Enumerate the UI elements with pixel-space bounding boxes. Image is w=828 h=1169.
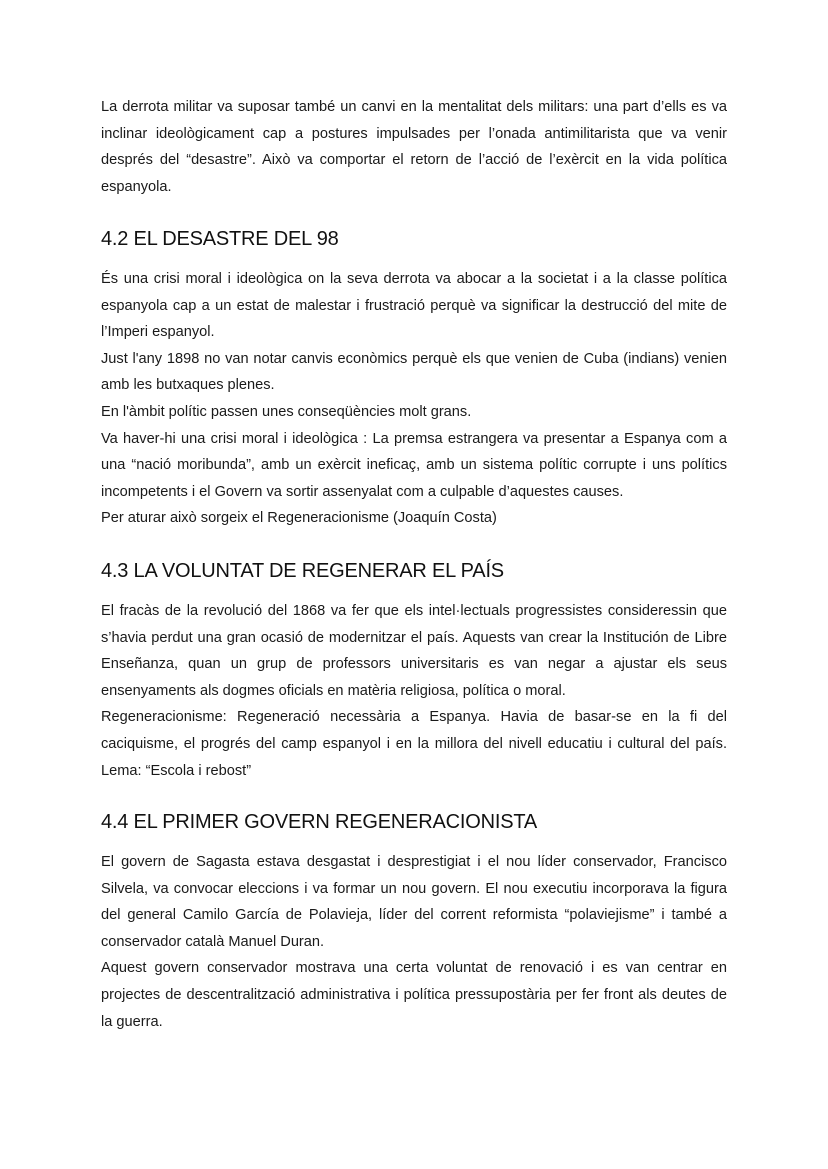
paragraph: Just l'any 1898 no van notar canvis econòmics perquè els que venien de Cuba (indians) venien amb les butxaques plenes.	[101, 350, 727, 394]
section-4-2	[101, 228, 727, 251]
section-4-4	[101, 811, 727, 834]
intro-section	[101, 94, 727, 200]
paragraph: El fracàs de la revolució del 1868 va fer que els intel·lectuals progressistes consideressin que s’havia perdut una gran ocasió de modernitzar el país. Aquests van crear la Institución de Libre Enseñanza, quan un grup de professors universitaris es van negar a ajustar els seus ensenyaments als dogmes oficials en matèria religiosa, política o moral.	[101, 603, 727, 699]
paragraph: Regeneracionisme: Regeneració necessària a Espanya. Havia de basar-se en la fi del caciquisme, el progrés del camp espanyol i en la millora del nivell educatiu i cultural del país. Lema: “Escola i rebost”	[101, 709, 727, 779]
section-4-4-body	[101, 849, 727, 1035]
paragraph: La derrota militar va suposar també un canvi en la mentalitat dels militars: una part d’ells es va inclinar ideològicament cap a postures impulsades per l’onada antimilitarista que va venir després del “desastre”. Això va comportar el retorn de l’acció de l’exèrcit en la vida política espanyola.	[101, 99, 727, 195]
section-4-3-body	[101, 598, 727, 784]
paragraph: El govern de Sagasta estava desgastat i desprestigiat i el nou líder conservador, Francisco Silvela, va convocar eleccions i va formar un nou govern. El nou executiu incorporava la figura del general Camilo García de Polavieja, líder del corrent reformista “polaviejisme” i també a conservador català Manuel Duran.	[101, 854, 727, 950]
paragraph: Aquest govern conservador mostrava una certa voluntat de renovació i es van centrar en projectes de descentralització administrativa i política pressupostària per fer front als deutes de la guerra.	[101, 960, 727, 1030]
section-heading: 4.3 LA VOLUNTAT DE REGENERAR EL PAÍS	[101, 560, 504, 582]
paragraph: És una crisi moral i ideològica on la seva derrota va abocar a la societat i a la classe política espanyola cap a un estat de malestar i frustració perquè va significar la destrucció del mite de l’Imperi espanyol.	[101, 271, 727, 341]
section-4-2-body	[101, 266, 727, 532]
paragraph: Va haver-hi una crisi moral i ideològica : La premsa estrangera va presentar a Espanya com a una “nació moribunda”, amb un exèrcit ineficaç, amb un sistema polític corrupte i uns polítics incompetents i el Govern va sortir assenyalat com a culpable d’aquestes causes.	[101, 430, 727, 500]
paragraph: En l'àmbit polític passen unes conseqüències molt grans.	[101, 403, 472, 420]
section-4-3	[101, 560, 727, 583]
section-heading: 4.4 EL PRIMER GOVERN REGENERACIONISTA	[101, 811, 538, 833]
section-heading: 4.2 EL DESASTRE DEL 98	[101, 228, 339, 250]
paragraph: Per aturar això sorgeix el Regeneracionisme (Joaquín Costa)	[101, 510, 497, 527]
